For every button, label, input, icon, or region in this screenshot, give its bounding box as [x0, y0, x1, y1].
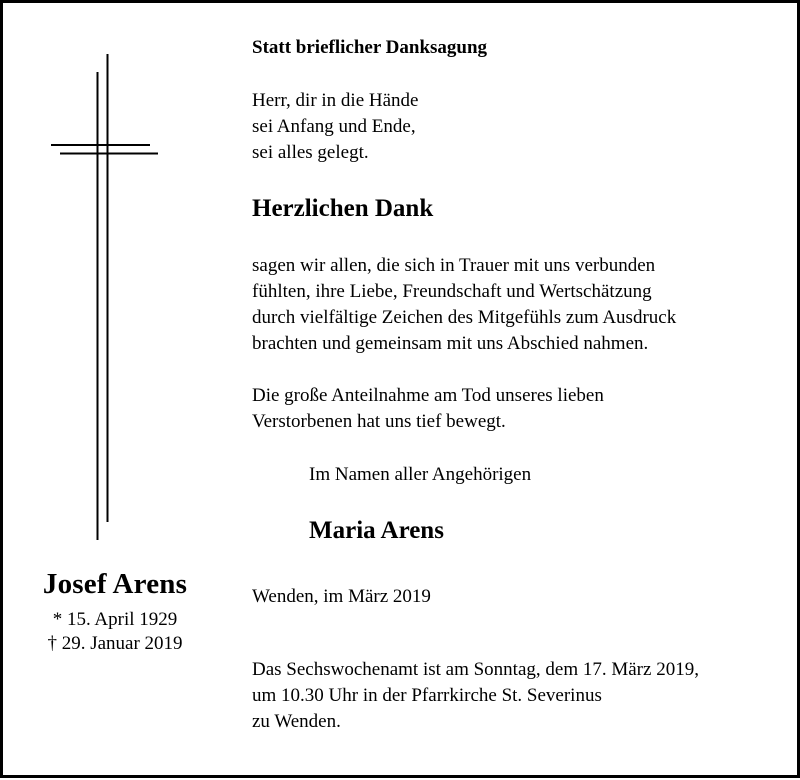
birth-date: * 15. April 1929 [52, 609, 178, 630]
notice-title: Statt brieflicher Danksagung [252, 37, 488, 58]
paragraph-line: fühlten, ihre Liebe, Freundschaft und Wertschätzung [252, 281, 652, 302]
verse [252, 88, 418, 166]
thanks-heading: Herzlichen Dank [252, 195, 434, 222]
thanks-paragraph-2 [252, 383, 604, 435]
mass-line: Das Sechswochenamt ist am Sonntag, dem 17. März 2019, [252, 659, 699, 680]
verse-line: sei alles gelegt. [252, 142, 369, 163]
signer-name: Maria Arens [309, 517, 444, 544]
deceased-name: Josef Arens [42, 568, 188, 600]
mass-line: zu Wenden. [252, 711, 341, 732]
on-behalf-line: Im Namen aller Angehörigen [309, 464, 532, 485]
mass-line: um 10.30 Uhr in der Pfarrkirche St. Severinus [252, 685, 602, 706]
mass-announcement [252, 657, 699, 735]
paragraph-line: Verstorbenen hat uns tief bewegt. [252, 411, 506, 432]
paragraph-line: durch vielfältige Zeichen des Mitgefühls zum Ausdruck [252, 307, 677, 328]
thanks-paragraph-1 [252, 253, 676, 357]
paragraph-line: sagen wir allen, die sich in Trauer mit uns verbunden [252, 255, 656, 276]
verse-line: sei Anfang und Ende, [252, 116, 416, 137]
paragraph-line: brachten und gemeinsam mit uns Abschied nahmen. [252, 333, 649, 354]
cross-icon [0, 0, 200, 560]
verse-line: Herr, dir in die Hände [252, 90, 419, 111]
paragraph-line: Die große Anteilnahme am Tod unseres lieben [252, 385, 604, 406]
place-date: Wenden, im März 2019 [252, 586, 431, 607]
death-date: † 29. Januar 2019 [47, 633, 183, 654]
